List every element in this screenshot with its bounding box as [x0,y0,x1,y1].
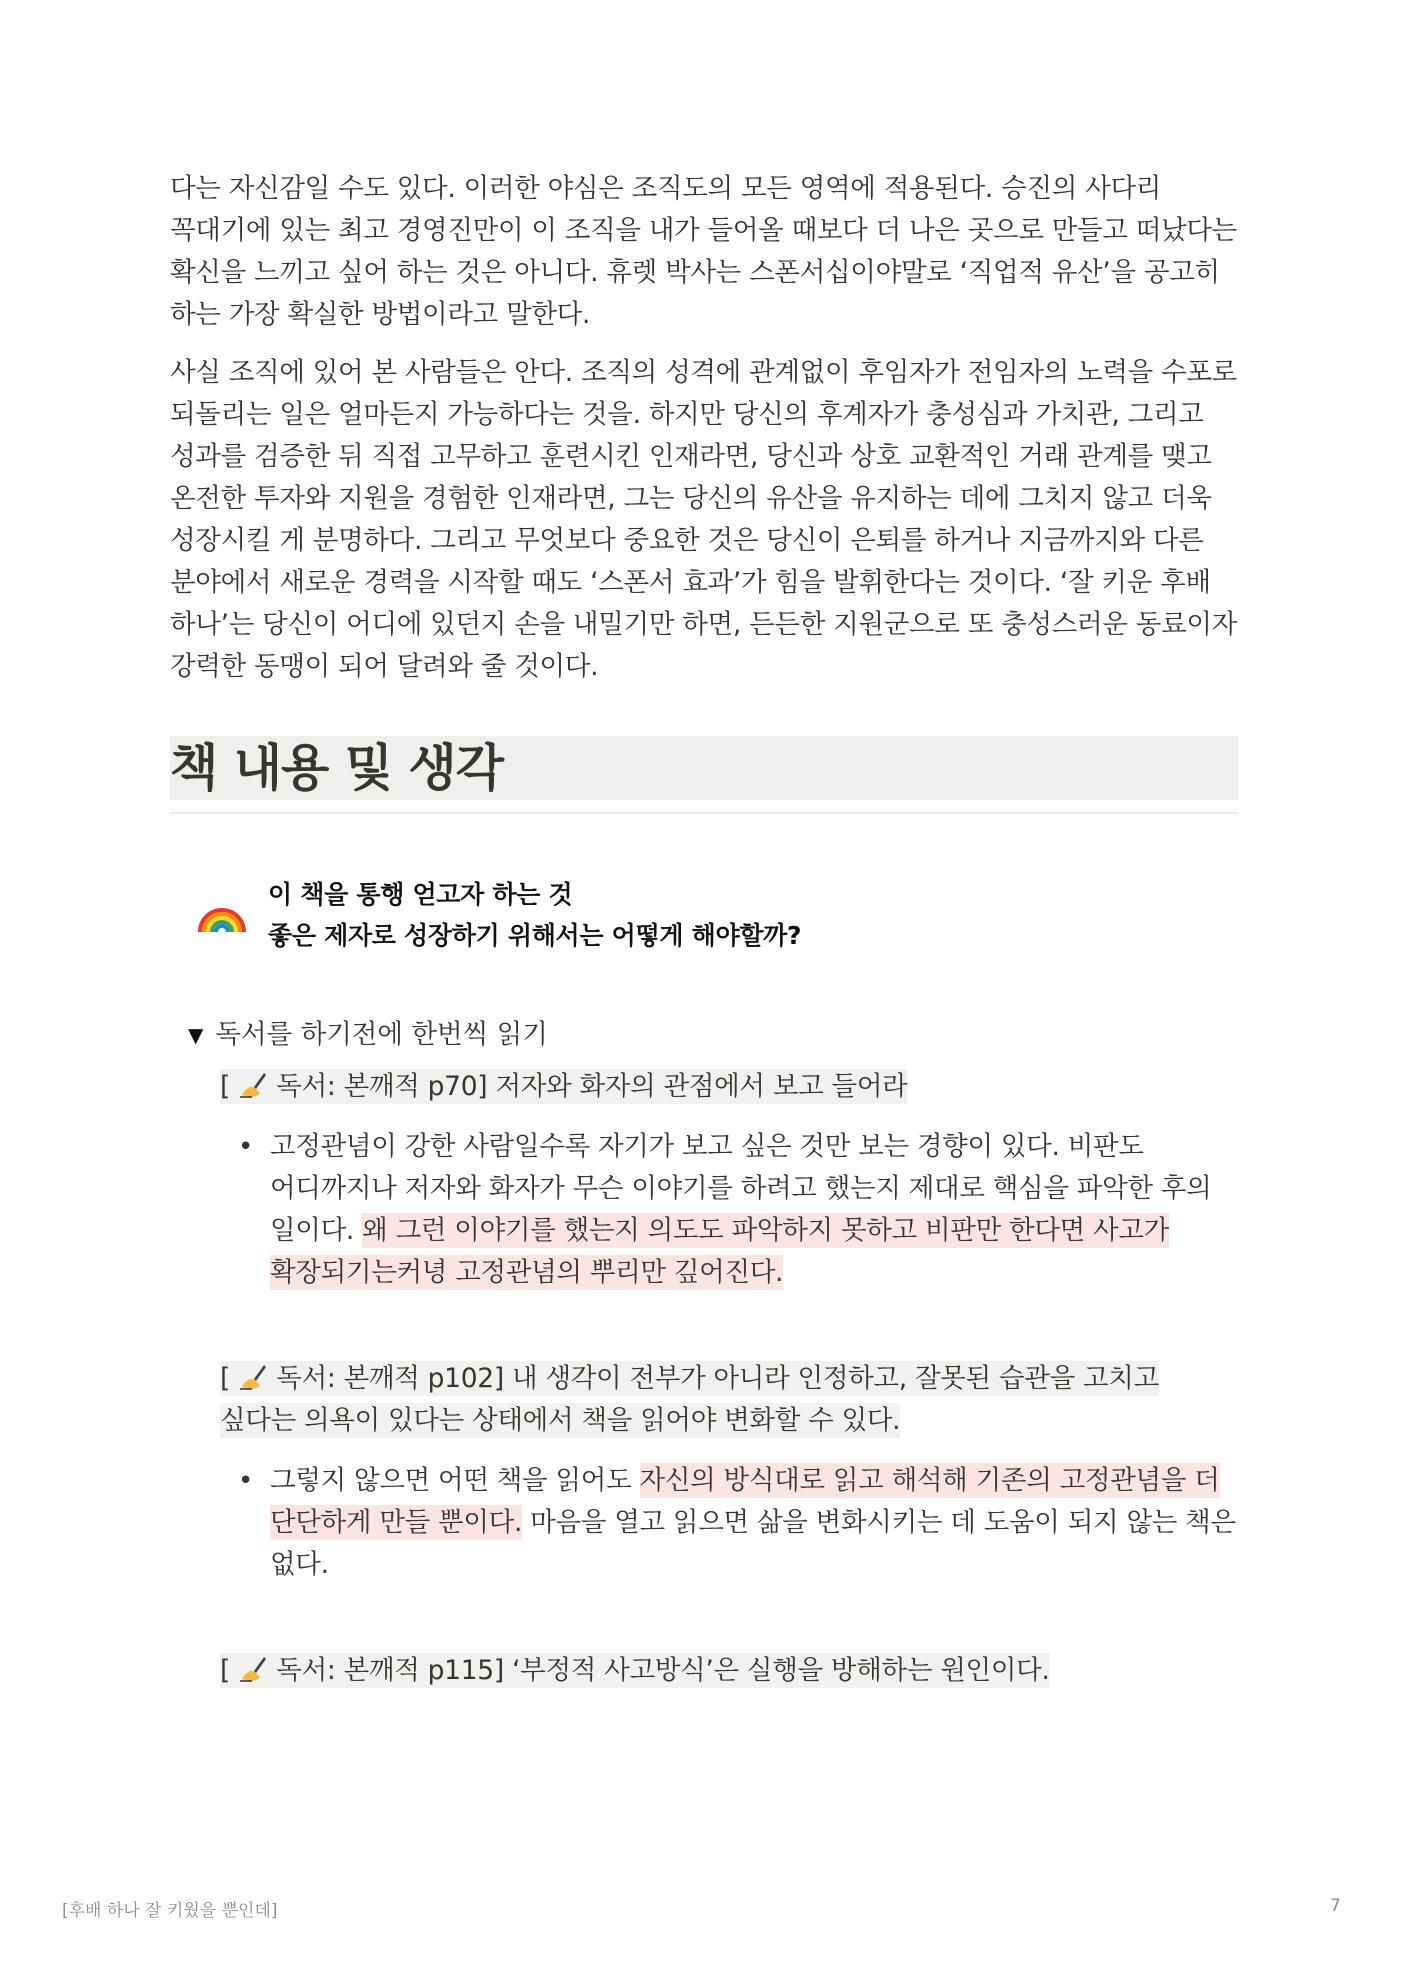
callout-text [268,874,801,956]
highlighted-note [220,1361,1159,1438]
bullet-plain-text: 고정관념이 강한 사람일수록 자기가 보고 싶은 것만 보는 경향이 있다. 비판도 어디까지나 저자와 화자가 무슨 이야기를 하려고 했는지 제대로 핵심을 파악한 후의 일이다. [270,1131,1212,1246]
reading-note-block [170,1066,1238,1108]
toggle-label: 독서를 하기전에 한번씩 읽기 [215,1019,548,1050]
heading-divider [170,812,1238,814]
highlighted-note [220,1069,907,1104]
reading-note-title [220,1358,1238,1442]
bullet-dot: • [238,1132,254,1162]
writing-hand-icon [238,1363,268,1391]
reading-note-block [170,1358,1238,1442]
bracket-open: [ [220,1363,231,1394]
body-paragraph: 다는 자신감일 수도 있다. 이러한 야심은 조직도의 모든 영역에 적용된다. 승진의 사다리 꼭대기에 있는 최고 경영진만이 이 조직을 내가 들어올 때보다 더 나은 곳으로 만들고 떠났다는 확신을 느끼고 싶어 하는 것은 아니다. 휴렛 박사는 스폰서십이야말로 ‘직업적 유산’을 공고히 하는 가장 확실한 방법이라고 말한다. [170,173,1237,330]
bracket-open: [ [220,1071,231,1102]
body-paragraph: 사실 조직에 있어 본 사람들은 안다. 조직의 성격에 관계없이 후임자가 전임자의 노력을 수포로 되돌리는 일은 얼마든지 가능하다는 것을. 하지만 당신의 후계자가 충성심과 가치관, 그리고 성과를 검증한 뒤 직접 고무하고 훈련시킨 인재라면, 당신과 상호 교환적인 거래 관계를 맺고 온전한 투자와 지원을 경험한 인재라면, 그는 당신의 유산을 유지하는 데에 그치지 않고 더욱 성장시킬 게 분명하다. 그리고 무엇보다 중요한 것은 당신이 은퇴를 하거나 지금까지와 다른 분야에서 새로운 경력을 시작할 때도 ‘스폰서 효과’가 힘을 발휘한다는 것이다. ‘잘 키운 후배 하나’는 당신이 어디에 있던지 손을 내밀기만 하면, 든든한 지원군으로 또 충성스러운 동료이자 강력한 동맹이 되어 달려와 줄 것이다. [170,357,1237,682]
bracket-open: [ [220,1655,231,1686]
rainbow-icon [196,884,248,936]
list-item [170,1460,1238,1586]
toggle-arrow-icon[interactable]: ▼ [188,1023,204,1047]
page-content [170,168,1238,1692]
footer-title: [후배 하나 잘 키웠을 뿐인데] [62,1901,278,1921]
callout-block [170,874,1238,956]
reading-note-text: 독서: 본깨적 p102] 내 생각이 전부가 아니라 인정하고, 잘못된 습관을 고치고 싶다는 의욕이 있다는 상태에서 책을 읽어야 변화할 수 있다. [220,1363,1159,1436]
callout-line: 이 책을 통행 얻고자 하는 것 [268,880,573,909]
toggle-block[interactable] [170,1014,1238,1056]
reading-note-text: 독서: 본깨적 p115] ‘부정적 사고방식’은 실행을 방해하는 원인이다. [268,1655,1050,1686]
bullet-highlight-text: 자신의 방식대로 읽고 해석해 기존의 고정관념을 더 단단하게 만들 뿐이다. [270,1465,1220,1538]
reading-note-block [170,1650,1238,1692]
bullet-tail-text: 마음을 열고 읽으면 삶을 변화시키는 데 도움이 되지 않는 책은 없다. [270,1507,1236,1580]
bullet-plain-text: 그렇지 않으면 어떤 책을 읽어도 [270,1465,640,1496]
bullet-dot: • [238,1466,254,1496]
reading-note-text: 독서: 본깨적 p70] 저자와 화자의 관점에서 보고 들어라 [268,1071,908,1102]
bullet-highlight-text: 왜 그런 이야기를 했는지 의도도 파악하지 못하고 비판만 한다면 사고가 확장되기는커녕 고정관념의 뿌리만 깊어진다. [270,1215,1169,1288]
callout-line: 좋은 제자로 성장하기 위해서는 어떻게 해야할까? [268,921,802,950]
section-heading: 책 내용 및 생각 [170,736,1238,800]
list-item [170,1126,1238,1294]
highlighted-note [220,1653,1050,1688]
writing-hand-icon [238,1655,268,1683]
reading-note-title [220,1066,1238,1108]
reading-note-title [220,1650,1238,1692]
writing-hand-icon [238,1071,268,1099]
section-heading-block [170,736,1238,814]
bullet-text [270,1460,1238,1586]
bullet-text [270,1126,1238,1294]
page-number: 7 [1330,1896,1341,1916]
